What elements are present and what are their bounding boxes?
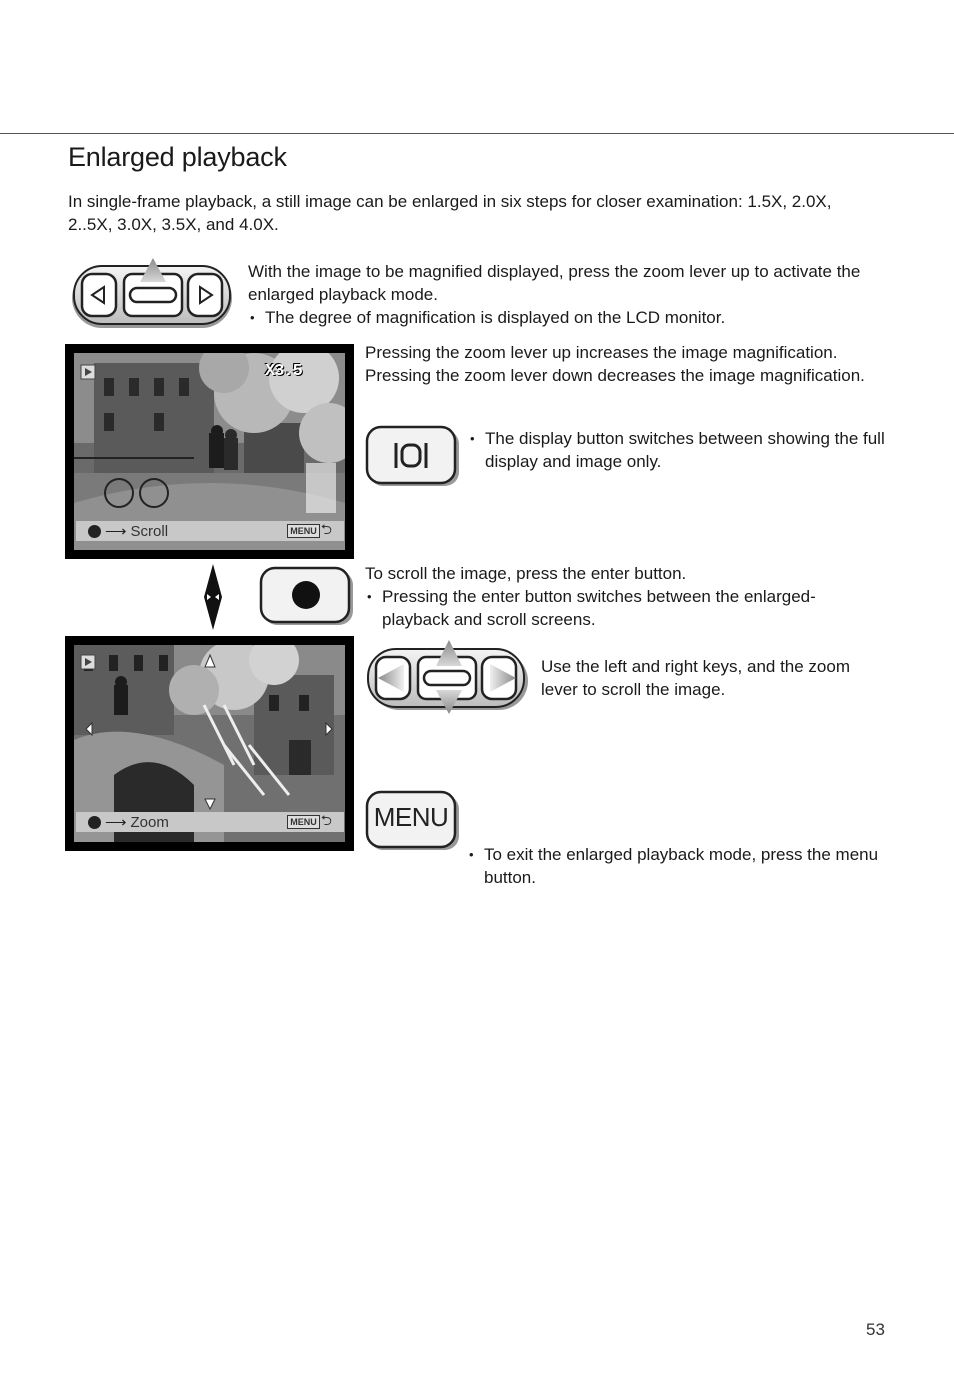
scroll-keys-illustration xyxy=(366,638,530,721)
step4-text: Use the left and right keys, and the zoom lever to scroll the image. xyxy=(541,657,851,699)
step3-text xyxy=(365,562,865,631)
lcd-scroll-screen xyxy=(65,636,354,851)
display-button-illustration xyxy=(365,424,461,493)
arrow-right-icon: ⟶ xyxy=(105,523,127,540)
arrow-right-icon-2: ⟶ xyxy=(105,814,127,831)
scroll-label: Scroll xyxy=(130,522,169,540)
magnification-indicator: X3.5 xyxy=(265,362,302,381)
page-number: 53 xyxy=(866,1320,885,1339)
step3-bullet: • Pressing the enter button switches between the enlarged-playback and scroll screens. xyxy=(365,585,865,631)
page-title: Enlarged playback xyxy=(68,142,287,172)
menu-icon-2: MENU xyxy=(287,815,320,829)
step1-text xyxy=(248,260,888,329)
intro-paragraph: In single-frame playback, a still image can be enlarged in six steps for closer examination: 1.5X, 2.0X, 2..5X, 3.0X, 3.5X, and 4.0X. xyxy=(68,192,832,234)
step2-text: Pressing the zoom lever up increases the image magnification. Pressing the zoom lever down decreases the image magnification. xyxy=(365,343,865,385)
menu-button-label: MENU xyxy=(373,802,449,832)
menu-button-illustration xyxy=(365,789,461,856)
header-rule xyxy=(0,133,954,134)
lcd-guide-bar-2 xyxy=(76,812,344,832)
enter-button-illustration xyxy=(259,566,355,631)
step3-instruction: To scroll the image, press the enter button. xyxy=(365,564,687,583)
step1-instruction: With the image to be magnified displayed, press the zoom lever up to activate the enlarged playback mode. xyxy=(248,262,861,304)
return-arrow-icon: ⮌ xyxy=(320,521,332,537)
return-arrow-icon-2: ⮌ xyxy=(320,812,332,828)
zoom-label: Zoom xyxy=(130,813,169,831)
zoom-lever-up-illustration xyxy=(68,258,236,337)
menu-return-indicator xyxy=(287,519,332,543)
step2-bullet: • The display button switches between showing the full display and image only. xyxy=(468,427,895,473)
enter-button-icon xyxy=(88,525,101,538)
switch-double-arrow-icon xyxy=(203,564,223,635)
lcd-guide-bar xyxy=(76,521,344,541)
menu-return-indicator-2 xyxy=(287,810,332,834)
menu-icon: MENU xyxy=(287,524,320,538)
lcd-enlarged-playback-screen xyxy=(65,344,354,559)
step5-bullet: • To exit the enlarged playback mode, press the menu button. xyxy=(467,843,894,889)
step1-bullet: • The degree of magnification is displayed on the LCD monitor. xyxy=(248,306,888,329)
enter-button-icon-2 xyxy=(88,816,101,829)
